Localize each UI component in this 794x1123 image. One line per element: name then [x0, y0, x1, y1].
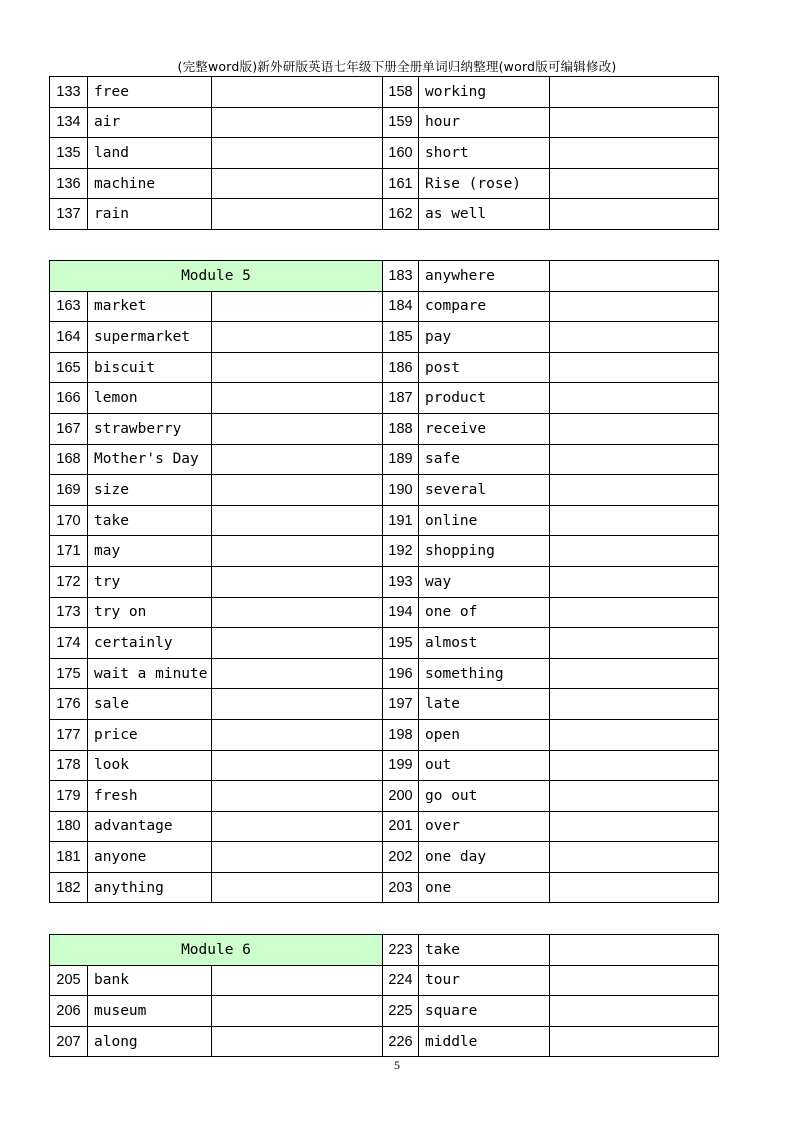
word-number: 180: [50, 811, 88, 842]
vocab-word: supermarket: [88, 322, 212, 353]
word-number: 165: [50, 352, 88, 383]
word-number: 196: [383, 658, 419, 689]
translation-blank[interactable]: [550, 1026, 719, 1057]
vocab-word: several: [419, 475, 550, 506]
word-number: 174: [50, 628, 88, 659]
translation-blank[interactable]: [550, 658, 719, 689]
table-row: [50, 505, 719, 536]
vocab-word: wait a minute: [88, 658, 212, 689]
translation-blank[interactable]: [212, 811, 383, 842]
table-row: [50, 138, 719, 169]
translation-blank[interactable]: [212, 842, 383, 873]
vocab-word: short: [419, 138, 550, 169]
word-number: 194: [383, 597, 419, 628]
vocab-word: lemon: [88, 383, 212, 414]
table-row: [50, 352, 719, 383]
translation-blank[interactable]: [550, 628, 719, 659]
vocab-word: price: [88, 719, 212, 750]
vocab-word: anyone: [88, 842, 212, 873]
word-number: 160: [383, 138, 419, 169]
word-number: 178: [50, 750, 88, 781]
word-number: 190: [383, 475, 419, 506]
translation-blank[interactable]: [212, 413, 383, 444]
word-number: 206: [50, 996, 88, 1027]
table-row: [50, 168, 719, 199]
word-number: 193: [383, 566, 419, 597]
word-number: 172: [50, 566, 88, 597]
vocab-word: post: [419, 352, 550, 383]
vocab-word: one: [419, 872, 550, 903]
word-number: 171: [50, 536, 88, 567]
vocab-word: go out: [419, 781, 550, 812]
word-number: 192: [383, 536, 419, 567]
word-number: 173: [50, 597, 88, 628]
word-number: 167: [50, 413, 88, 444]
translation-blank[interactable]: [550, 383, 719, 414]
vocab-word: middle: [419, 1026, 550, 1057]
vocab-word: look: [88, 750, 212, 781]
translation-blank[interactable]: [550, 168, 719, 199]
word-number: 186: [383, 352, 419, 383]
translation-blank[interactable]: [550, 781, 719, 812]
vocab-word: safe: [419, 444, 550, 475]
translation-blank[interactable]: [550, 719, 719, 750]
translation-blank[interactable]: [212, 566, 383, 597]
table-row: [50, 811, 719, 842]
vocab-word: take: [419, 935, 550, 966]
translation-blank[interactable]: [550, 750, 719, 781]
translation-blank[interactable]: [212, 291, 383, 322]
vocab-word: as well: [419, 199, 550, 230]
translation-blank[interactable]: [212, 77, 383, 108]
vocab-word: market: [88, 291, 212, 322]
vocab-word: strawberry: [88, 413, 212, 444]
word-number: 199: [383, 750, 419, 781]
vocab-word: receive: [419, 413, 550, 444]
word-number: 201: [383, 811, 419, 842]
translation-blank[interactable]: [212, 536, 383, 567]
vocab-word: try: [88, 566, 212, 597]
table-row: [50, 475, 719, 506]
word-number: 205: [50, 965, 88, 996]
word-number: 169: [50, 475, 88, 506]
translation-blank[interactable]: [212, 689, 383, 720]
translation-blank[interactable]: [212, 107, 383, 138]
word-number: 197: [383, 689, 419, 720]
vocab-word: working: [419, 77, 550, 108]
vocab-word: Rise (rose): [419, 168, 550, 199]
word-number: 161: [383, 168, 419, 199]
translation-blank[interactable]: [550, 138, 719, 169]
vocab-word: advantage: [88, 811, 212, 842]
translation-blank[interactable]: [212, 781, 383, 812]
vocab-word: one of: [419, 597, 550, 628]
vocab-word: something: [419, 658, 550, 689]
word-number: 188: [383, 413, 419, 444]
word-number: 182: [50, 872, 88, 903]
word-number: 207: [50, 1026, 88, 1057]
table-row: [50, 781, 719, 812]
page-number: 5: [394, 1058, 400, 1072]
translation-blank[interactable]: [212, 383, 383, 414]
translation-blank[interactable]: [550, 935, 719, 966]
translation-blank[interactable]: [550, 322, 719, 353]
translation-blank[interactable]: [550, 872, 719, 903]
vocab-word: one day: [419, 842, 550, 873]
word-number: 133: [50, 77, 88, 108]
translation-blank[interactable]: [550, 597, 719, 628]
table-row: [50, 413, 719, 444]
table-row: [50, 996, 719, 1027]
translation-blank[interactable]: [212, 628, 383, 659]
vocab-word: along: [88, 1026, 212, 1057]
translation-blank[interactable]: [212, 872, 383, 903]
word-number: 177: [50, 719, 88, 750]
word-number: 224: [383, 965, 419, 996]
vocab-word: air: [88, 107, 212, 138]
table-row: [50, 719, 719, 750]
translation-blank[interactable]: [550, 413, 719, 444]
translation-blank[interactable]: [212, 505, 383, 536]
translation-blank[interactable]: [212, 444, 383, 475]
word-number: 163: [50, 291, 88, 322]
table-row: [50, 628, 719, 659]
word-number: 225: [383, 996, 419, 1027]
word-number: 226: [383, 1026, 419, 1057]
translation-blank[interactable]: [550, 505, 719, 536]
vocab-word: biscuit: [88, 352, 212, 383]
word-number: 185: [383, 322, 419, 353]
word-number: 191: [383, 505, 419, 536]
vocab-word: anything: [88, 872, 212, 903]
translation-blank[interactable]: [550, 199, 719, 230]
vocab-word: open: [419, 719, 550, 750]
vocab-word: rain: [88, 199, 212, 230]
vocab-word: shopping: [419, 536, 550, 567]
vocab-word: square: [419, 996, 550, 1027]
module-header-row: [50, 261, 719, 292]
vocab-word: anywhere: [419, 261, 550, 292]
word-number: 175: [50, 658, 88, 689]
word-number: 187: [383, 383, 419, 414]
vocab-word: late: [419, 689, 550, 720]
vocab-word: bank: [88, 965, 212, 996]
vocab-word: product: [419, 383, 550, 414]
word-number: 202: [383, 842, 419, 873]
table-row: [50, 77, 719, 108]
table-row: [50, 689, 719, 720]
translation-blank[interactable]: [550, 689, 719, 720]
table-row: [50, 658, 719, 689]
table-row: [50, 536, 719, 567]
word-number: 198: [383, 719, 419, 750]
word-number: 170: [50, 505, 88, 536]
table-row: [50, 291, 719, 322]
word-number: 195: [383, 628, 419, 659]
translation-blank[interactable]: [212, 750, 383, 781]
word-number: 159: [383, 107, 419, 138]
vocab-table-module-6: [49, 934, 719, 1057]
vocab-word: over: [419, 811, 550, 842]
vocab-word: fresh: [88, 781, 212, 812]
word-number: 136: [50, 168, 88, 199]
translation-blank[interactable]: [212, 168, 383, 199]
translation-blank[interactable]: [550, 811, 719, 842]
word-number: 181: [50, 842, 88, 873]
vocab-word: may: [88, 536, 212, 567]
translation-blank[interactable]: [212, 475, 383, 506]
vocab-word: museum: [88, 996, 212, 1027]
word-number: 183: [383, 261, 419, 292]
table-row: [50, 444, 719, 475]
vocab-word: take: [88, 505, 212, 536]
translation-blank[interactable]: [212, 965, 383, 996]
translation-blank[interactable]: [212, 658, 383, 689]
translation-blank[interactable]: [212, 597, 383, 628]
table-row: [50, 842, 719, 873]
translation-blank[interactable]: [550, 996, 719, 1027]
word-number: 134: [50, 107, 88, 138]
vocab-word: hour: [419, 107, 550, 138]
vocab-word: almost: [419, 628, 550, 659]
vocab-word: sale: [88, 689, 212, 720]
word-number: 203: [383, 872, 419, 903]
translation-blank[interactable]: [550, 475, 719, 506]
document-header: (完整word版)新外研版英语七年级下册全册单词归纳整理(word版可编辑修改): [177, 59, 617, 74]
translation-blank[interactable]: [212, 352, 383, 383]
translation-blank[interactable]: [550, 261, 719, 292]
table-row: [50, 597, 719, 628]
translation-blank[interactable]: [550, 352, 719, 383]
translation-blank[interactable]: [550, 842, 719, 873]
word-number: 137: [50, 199, 88, 230]
vocab-word: online: [419, 505, 550, 536]
vocab-word: land: [88, 138, 212, 169]
word-number: 189: [383, 444, 419, 475]
translation-blank[interactable]: [550, 444, 719, 475]
table-row: [50, 107, 719, 138]
vocab-word: way: [419, 566, 550, 597]
translation-blank[interactable]: [550, 536, 719, 567]
translation-blank[interactable]: [212, 1026, 383, 1057]
translation-blank[interactable]: [550, 107, 719, 138]
word-number: 179: [50, 781, 88, 812]
translation-blank[interactable]: [212, 719, 383, 750]
word-number: 158: [383, 77, 419, 108]
vocab-word: free: [88, 77, 212, 108]
vocab-word: size: [88, 475, 212, 506]
vocab-word: tour: [419, 965, 550, 996]
table-row: [50, 750, 719, 781]
vocab-word: certainly: [88, 628, 212, 659]
table-row: [50, 872, 719, 903]
word-number: 176: [50, 689, 88, 720]
translation-blank[interactable]: [212, 996, 383, 1027]
table-row: [50, 199, 719, 230]
module-header-row: [50, 935, 719, 966]
word-number: 184: [383, 291, 419, 322]
vocab-word: pay: [419, 322, 550, 353]
translation-blank[interactable]: [550, 566, 719, 597]
vocab-table-module-5: [49, 260, 719, 903]
module-title: Module 5: [50, 261, 383, 292]
vocab-word: machine: [88, 168, 212, 199]
translation-blank[interactable]: [550, 965, 719, 996]
vocab-word: Mother's Day: [88, 444, 212, 475]
vocab-word: compare: [419, 291, 550, 322]
word-number: 164: [50, 322, 88, 353]
vocab-word: out: [419, 750, 550, 781]
word-number: 162: [383, 199, 419, 230]
table-row: [50, 322, 719, 353]
translation-blank[interactable]: [212, 322, 383, 353]
word-number: 135: [50, 138, 88, 169]
vocab-word: try on: [88, 597, 212, 628]
word-number: 223: [383, 935, 419, 966]
table-row: [50, 566, 719, 597]
translation-blank[interactable]: [212, 138, 383, 169]
module-title: Module 6: [50, 935, 383, 966]
table-row: [50, 383, 719, 414]
word-number: 200: [383, 781, 419, 812]
word-number: 168: [50, 444, 88, 475]
table-row: [50, 965, 719, 996]
translation-blank[interactable]: [550, 77, 719, 108]
translation-blank[interactable]: [212, 199, 383, 230]
vocab-table-1: [49, 76, 719, 230]
translation-blank[interactable]: [550, 291, 719, 322]
table-row: [50, 1026, 719, 1057]
word-number: 166: [50, 383, 88, 414]
